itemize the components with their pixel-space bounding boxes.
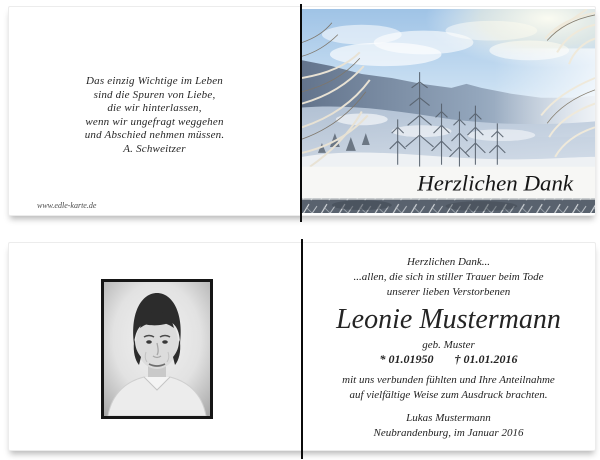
outer-spread-card xyxy=(8,6,596,216)
quote-line: sind die Spuren von Liebe, xyxy=(93,88,216,101)
quote-line: Das einzig Wichtige im Leben xyxy=(86,75,223,87)
fold-line xyxy=(301,239,303,459)
portrait-photo xyxy=(104,282,210,416)
intro-line: Herzlichen Dank... xyxy=(406,256,491,268)
memorial-text-page xyxy=(302,243,595,450)
website-url: www.edle-karte.de xyxy=(37,201,97,210)
snowy-underbrush-strip xyxy=(302,198,595,213)
death-date: † 01.01.2016 xyxy=(454,352,518,366)
front-cover-page xyxy=(302,9,595,213)
quote-line: wenn wir ungefragt weggehen xyxy=(85,115,224,128)
thanks-line: auf vielfältige Weise zum Ausdruck brachten. xyxy=(349,389,548,401)
place-date-line: Neubrandenburg, im Januar 2016 xyxy=(373,427,524,439)
quote-block xyxy=(9,75,300,157)
quote-line: und Abschied nehmen müssen. xyxy=(84,129,225,142)
inner-spread-card xyxy=(8,242,596,451)
memorial-intro xyxy=(302,243,595,300)
thanks-text xyxy=(302,373,595,403)
intro-line: unserer lieben Verstorbenen xyxy=(386,286,511,298)
fold-line xyxy=(300,4,302,222)
thanks-line: mit uns verbunden fühlten und Ihre Anteilnahme xyxy=(342,374,555,386)
birth-date: * 01.01950 xyxy=(379,352,434,366)
quote-line: die wir hinterlassen, xyxy=(107,102,202,115)
winter-landscape-photo xyxy=(302,9,595,213)
life-dates xyxy=(302,352,595,367)
quote-attribution: A. Schweitzer xyxy=(123,142,186,155)
maiden-name: geb. Muster xyxy=(422,339,475,351)
deceased-name: Leonie Mustermann xyxy=(336,304,561,335)
cover-title: Herzlichen Dank xyxy=(417,170,574,196)
intro-line: ...allen, die sich in stiller Trauer beim Tode xyxy=(353,271,544,283)
signatory-name: Lukas Mustermann xyxy=(406,412,491,424)
back-cover-page xyxy=(9,7,300,215)
portrait-frame xyxy=(101,279,213,419)
